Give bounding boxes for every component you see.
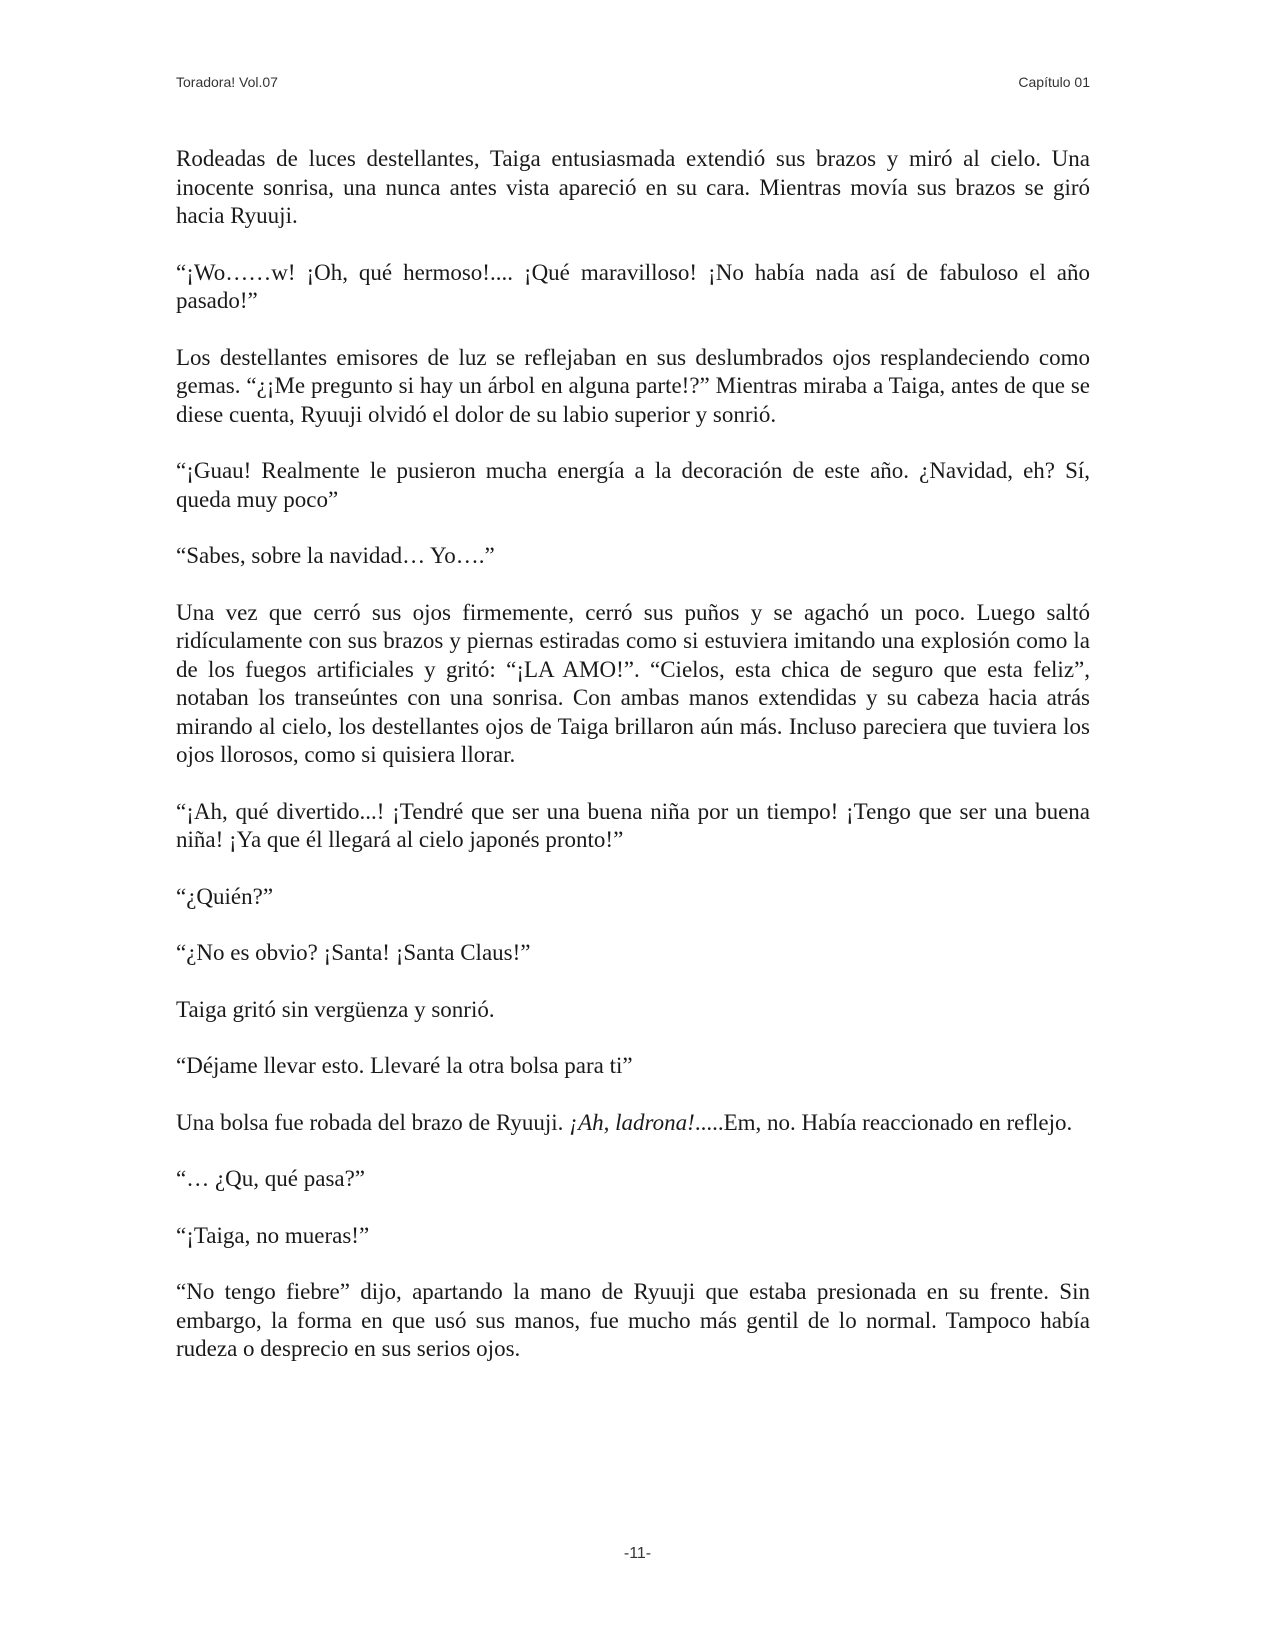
paragraph-robbery xyxy=(176,1109,1090,1138)
paragraph: “¡Guau! Realmente le pusieron mucha energía a la decoración de este año. ¿Navidad, eh? Sí, queda muy poco” xyxy=(176,458,1090,512)
paragraph: Rodeadas de luces destellantes, Taiga entusiasmada extendió sus brazos y miró al cielo. Una inocente sonrisa, una nunca antes vista apareció en su cara. Mientras movía sus brazos se giró hacia Ryuuji. xyxy=(176,146,1090,228)
paragraph: “¿No es obvio? ¡Santa! ¡Santa Claus!” xyxy=(176,940,531,965)
header-title: Toradora! Vol.07 xyxy=(176,74,278,90)
paragraph: “¡Taiga, no mueras!” xyxy=(176,1222,370,1248)
page-header xyxy=(176,74,1090,90)
page-footer xyxy=(0,1545,1275,1563)
paragraph: “¡Ah, qué divertido...! ¡Tendré que ser una buena niña por un tiempo! ¡Tengo que ser una buena niña! ¡Ya que él llegará al cielo japonés pronto!” xyxy=(176,798,1090,852)
paragraph-part: Una bolsa fue robada del brazo de Ryuuji. xyxy=(176,1109,570,1135)
paragraph: “¡Wo……w! ¡Oh, qué hermoso!.... ¡Qué maravilloso! ¡No había nada así de fabuloso el año pasado!” xyxy=(176,259,1090,313)
header-chapter: Capítulo 01 xyxy=(1018,74,1090,90)
paragraph: “Sabes, sobre la navidad… Yo….” xyxy=(176,543,495,568)
paragraph: Los destellantes emisores de luz se reflejaban en sus deslumbrados ojos resplandeciendo como gemas. “¿¡Me pregunto si hay un árbol en alguna parte!?” Mientras miraba a Taiga, antes de que se diese cuenta, Ryuuji olvidó el dolor de su labio superior y sonrió. xyxy=(176,344,1090,427)
paragraph-italic-part: ¡Ah, ladrona! xyxy=(569,1109,695,1135)
body-text xyxy=(176,145,1090,1392)
paragraph: “Déjame llevar esto. Llevaré la otra bolsa para ti” xyxy=(176,1053,633,1078)
paragraph: Taiga gritó sin vergüenza y sonrió. xyxy=(176,996,495,1022)
paragraph: “No tengo fiebre” dijo, apartando la mano de Ryuuji que estaba presionada en su frente. Sin embargo, la forma en que usó sus manos, fue mucho más gentil de lo normal. Tampoco había rudeza o desprecio en sus serios ojos. xyxy=(176,1279,1090,1361)
paragraph: “¿Quién?” xyxy=(176,883,274,909)
page-number: -11- xyxy=(623,1545,652,1562)
paragraph: “… ¿Qu, qué pasa?” xyxy=(176,1166,366,1191)
paragraph: Una vez que cerró sus ojos firmemente, cerró sus puños y se agachó un poco. Luego saltó ridículamente con sus brazos y piernas estiradas como si estuviera imitando una explosión como la de los fuegos artificiales y gritó: “¡LA AMO!”. “Cielos, esta chica de seguro que esta feliz”, notaban los transeúntes con una sonrisa. Con ambas manos extendidas y su cabeza hacia atrás mirando al cielo, los destellantes ojos de Taiga brillaron aún más. Incluso pareciera que tuviera los ojos llorosos, como si quisiera llorar. xyxy=(176,599,1090,767)
paragraph-part: .....Em, no. Había reaccionado en reflejo. xyxy=(694,1109,1073,1135)
